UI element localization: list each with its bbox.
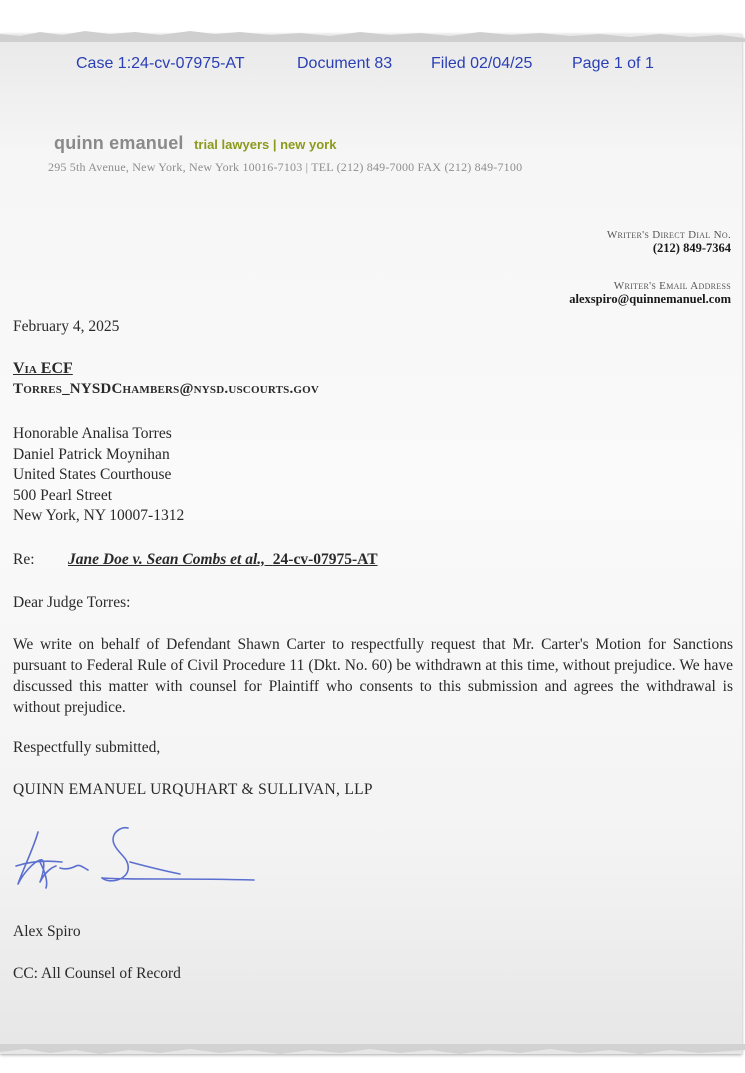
direct-dial-block: [607, 229, 731, 256]
signer-name: Alex Spiro: [13, 923, 81, 940]
re-case-number: 24-cv-07975-AT: [272, 551, 378, 568]
re-label: Re:: [13, 551, 35, 568]
closing: Respectfully submitted,: [13, 739, 161, 756]
firm-logo-tagline: trial lawyers | new york: [194, 137, 337, 152]
stamp-document-number: Document 83: [297, 55, 393, 72]
re-case: [68, 551, 378, 568]
re-case-title: Jane Doe v. Sean Combs et al.,: [68, 551, 266, 568]
writer-email-label: Writer's Email Address: [613, 280, 731, 292]
recipient-line: New York, NY 10007-1312: [13, 507, 185, 525]
body-paragraph: We write on behalf of Defendant Shawn Carter to respectfully request that Mr. Carter's Motion for Sanctions pursuant to Federal Rule of Civil Procedure 11 (Dkt. No. 60) be withdrawn at this time, without prejudice. We have discussed this matter with counsel for Plaintiff who consents to this submission and agrees the withdrawal is without prejudice.: [13, 636, 733, 716]
recipient-line: 500 Pearl Street: [13, 486, 113, 504]
firm-address: 295 5th Avenue, New York, New York 10016-7103 | TEL (212) 849-7000 FAX (212) 849-7100: [48, 160, 523, 174]
cc-line: CC: All Counsel of Record: [13, 965, 181, 982]
letter-date: February 4, 2025: [13, 318, 120, 335]
firm-logo: [54, 133, 336, 154]
stamp-filed-date: Filed 02/04/25: [431, 55, 533, 72]
recipient-line: United States Courthouse: [13, 466, 172, 484]
chambers-email: Torres_NYSDChambers@nysd.uscourts.gov: [13, 381, 320, 397]
direct-dial-number: (212) 849-7364: [652, 241, 731, 255]
handwritten-signature: [10, 822, 260, 902]
firm-logo-name: quinn emanuel: [54, 133, 184, 153]
torn-edge-bottom: [0, 1044, 745, 1058]
writer-email: alexspiro@quinnemanuel.com: [569, 292, 731, 306]
direct-dial-label: Writer's Direct Dial No.: [606, 229, 731, 241]
stamp-case-number: Case 1:24-cv-07975-AT: [76, 55, 245, 72]
salutation: Dear Judge Torres:: [13, 594, 131, 611]
firm-signature-block: QUINN EMANUEL URQUHART & SULLIVAN, LLP: [13, 781, 373, 798]
recipient-address: [13, 424, 184, 527]
stamp-page-count: Page 1 of 1: [572, 55, 654, 72]
delivery-method: Via ECF: [13, 360, 73, 377]
recipient-line: Daniel Patrick Moynihan: [13, 445, 170, 463]
torn-edge-top: [0, 28, 745, 42]
recipient-line: Honorable Analisa Torres: [13, 425, 172, 442]
writer-email-block: [569, 280, 731, 307]
re-line: [13, 551, 378, 569]
